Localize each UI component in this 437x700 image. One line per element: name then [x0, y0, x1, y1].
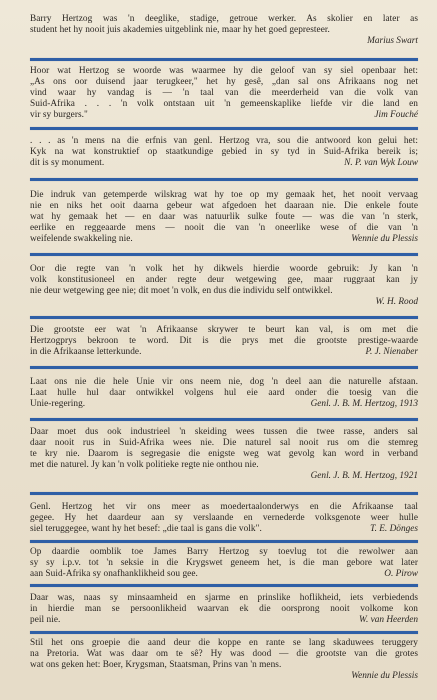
quote-block — [30, 638, 418, 682]
quote-block — [30, 66, 418, 121]
quote-line: Oor die regte van 'n volk het hy dikwels hierdie woorde gebruik: Jy kan 'n — [30, 264, 418, 274]
divider-bar — [30, 178, 418, 181]
quote-line: volk konstitusioneel en ander regte deur wetgewing gee, maar ruggraat kan jy — [30, 275, 418, 285]
quote-line: dit is sy monument. — [30, 158, 105, 168]
quote-line: met die naturel. Jy kan 'n volk politieke regte nie onthou nie. — [30, 460, 259, 470]
quote-block — [30, 377, 418, 410]
quote-line: eerlike en reggeaarde mens — nooit die van 'n oneerlike wese of die van 'n — [30, 223, 418, 233]
quote-line: Barry Hertzog was 'n deeglike, stadige, getroue werker. As skolier en later as — [30, 14, 418, 24]
quote-line: Die grootste eer wat 'n Afrikaanse skrywer te beurt kan val, is om met die — [30, 325, 418, 335]
quote-line: vind waar hy vandag is — 'n taal van die meerderheid van die volk van — [30, 88, 418, 98]
quote-line: in hierdie man se persoonlikheid waarvan ek die oorsprong nooit volkome kon — [30, 604, 418, 614]
quote-line: weifelende swakkeling nie. — [30, 234, 133, 244]
quote-line: wat ons geken het: Boer, Krygsman, Staatsman, Prins van 'n mens. — [30, 660, 282, 670]
quote-line: Unie-regering. — [30, 399, 86, 409]
quote-last-line — [30, 110, 418, 121]
quote-last-line — [30, 234, 418, 245]
quote-last-line — [30, 524, 418, 535]
quote-author: W. van Heerden — [359, 615, 418, 625]
quote-line: Laat ons nie die hele Unie vir ons neem nie, dog 'n deel aan die naturelle afstaan. — [30, 377, 418, 387]
quote-block — [30, 136, 418, 169]
quote-line: Die indruk van getemperde wilskrag wat hy toe op my gemaak het, het nooit vervaag — [30, 190, 418, 200]
quote-line: Kyk na wat konstruktief op staatkundige gebied in sy tyd in Suid-Afrika bereik is; — [30, 147, 418, 157]
quote-author: Wennie du Plessis — [351, 671, 418, 681]
divider-bar — [30, 127, 418, 130]
quote-line: na Pretoria. Wat was daar om te sê? Hy was dood — die grootste van die grotes — [30, 649, 418, 659]
quote-block — [30, 264, 418, 308]
quote-last-line — [30, 347, 418, 358]
quote-author: Wennie du Plessis — [351, 234, 418, 244]
quote-last-line — [30, 569, 418, 580]
quote-line: siel teruggegee, want hy het besef: „die taal is gans die volk". — [30, 524, 262, 534]
quote-line: in die Afrikaanse letterkunde. — [30, 347, 142, 357]
quote-line: gegee. Hy het daardeur aan sy verslaande en vernederde volksgenote weer hulle — [30, 513, 418, 523]
quote-author: Marius Swart — [367, 36, 418, 46]
divider-bar — [30, 316, 418, 319]
divider-bar — [30, 540, 418, 543]
quote-last-line — [30, 399, 418, 410]
quote-block — [30, 547, 418, 580]
quote-line: Hoor wat Hertzog se woorde was waarmee hy die geloof van sy siel openbaar het: — [30, 66, 418, 76]
divider-bar — [30, 492, 418, 495]
quote-author: T. E. Dönges — [370, 524, 418, 534]
quote-author: Genl. J. B. M. Hertzog, 1913 — [310, 399, 418, 409]
quote-line: peil nie. — [30, 615, 61, 625]
divider-bar — [30, 253, 418, 256]
quote-line: sy sy i.p.v. tot 'n seksie in die Krygswet geneem het, is die man gebore wat later — [30, 558, 418, 568]
quote-last-line — [30, 615, 418, 626]
quote-block — [30, 14, 418, 47]
divider-bar — [30, 58, 418, 61]
quote-line: Genl. Hertzog het vir ons meer as moedertaalonderwys en die Afrikaanse taal — [30, 502, 418, 512]
divider-bar — [30, 366, 418, 369]
quote-line: Stil het ons groepie die aand deur die koppe en rante se lang skaduwees teruggery — [30, 638, 418, 648]
quote-line: student het hy nooit juis akademies uitgeblink nie, maar hy het goed gepresteer. — [30, 25, 330, 35]
quote-block — [30, 190, 418, 245]
quote-author: W. H. Rood — [375, 297, 418, 307]
quote-line: nie deur wetgewing gee nie; dit moet 'n volk, en dus die individu self ontwikkel. — [30, 286, 333, 296]
quote-block — [30, 593, 418, 626]
quote-line: Daar was, naas sy minsaamheid en sjarme en prinslike hoflikheid, iets verbiedends — [30, 593, 418, 603]
quote-line: daar nooit rus in Suid-Afrika wees nie. Die naturel sal nooit rus om die stemreg — [30, 438, 418, 448]
quote-author: N. P. van Wyk Louw — [344, 158, 418, 168]
quote-line: Hertzogprys bekroon te word. Dit is die prys met die grootste prestige-waarde — [30, 336, 418, 346]
quote-author: O. Pirow — [384, 569, 418, 579]
quote-author: Genl. J. B. M. Hertzog, 1921 — [310, 471, 418, 481]
quote-author: Jim Fouché — [374, 110, 418, 120]
quote-last-line — [30, 158, 418, 169]
quote-block — [30, 325, 418, 358]
quote-line: wat hy gemaak het — en daar was natuurlik sulke foute — was die van 'n sterk, — [30, 212, 418, 222]
quote-line: te kry nie. Daarom is segregasie die enigste weg wat gevolg kan word in verband — [30, 449, 418, 459]
quote-line: aan Suid-Afrika sy onafhanklikheid sou gee. — [30, 569, 198, 579]
quote-block — [30, 502, 418, 535]
quote-author: P. J. Nienaber — [365, 347, 418, 357]
divider-bar — [30, 584, 418, 587]
quote-line: Op daardie oomblik toe James Barry Hertzog sy toevlug tot die rewolwer aan — [30, 547, 418, 557]
quote-line: . . . as 'n mens na die erfnis van genl. Hertzog vra, sou die antwoord kon gelui het: — [30, 136, 418, 146]
quote-line: nie en niks het ooit daarna gebeur wat afgedoen het daaraan nie. Die enkele foute — [30, 201, 418, 211]
quote-block — [30, 427, 418, 482]
quote-line: „As ons oor duisend jaar terugkeer," het hy gesê, „dan sal ons Afrikaans nog net — [30, 77, 418, 87]
quote-line: vir sy burgers." — [30, 110, 88, 120]
quote-line: Laat hulle hul daar ontwikkel volgens hul eie aard onder die toesig van die — [30, 388, 418, 398]
divider-bar — [30, 418, 418, 421]
quote-line: Daar moet dus ook industrieel 'n skeiding wees tussen die twee rasse, anders sal — [30, 427, 418, 437]
divider-bar — [30, 631, 418, 634]
quote-line: Suid-Afrika . . . 'n volk ontstaan uit 'n gemeenskaplike liefde vir die land en — [30, 99, 418, 109]
